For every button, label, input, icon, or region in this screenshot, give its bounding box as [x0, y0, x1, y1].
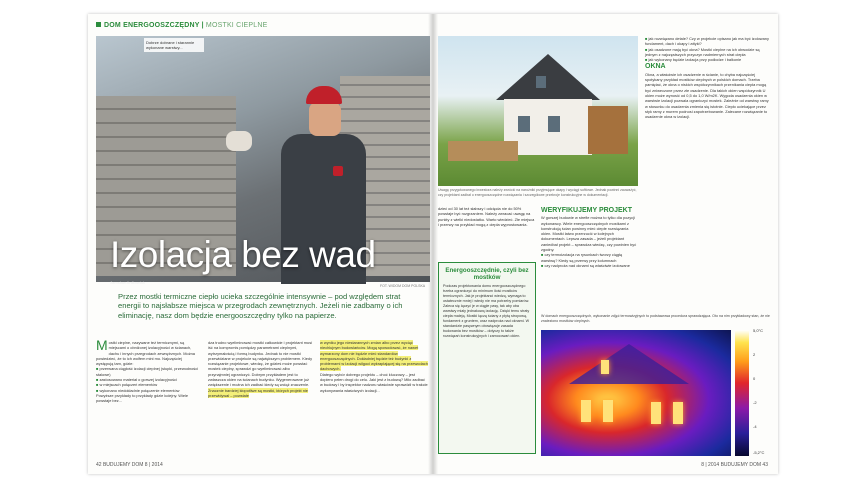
section-subtitle: MOSTKI CIEPLNE: [205, 22, 268, 29]
column-3-text: Dlatego wybór dobrego projektu – choć kluczowy – jest dopiero pełen drogi do celu. Jaki jest z budową? Miło zadbać w budowy i by inspektor nadzoru właściwie sprawdził w trakcie wykonywania właściwych izolacji...: [320, 371, 428, 393]
left-columns: [96, 337, 430, 460]
thermal-window: [601, 360, 609, 374]
thermal-window: [603, 400, 613, 422]
thermal-window: [651, 402, 661, 424]
section-header: DOM ENERGOOSZCZĘDNY | MOSTKI CIEPLNE: [96, 22, 267, 29]
terrace: [448, 141, 518, 161]
column-3: [320, 340, 428, 393]
glove: [226, 131, 252, 151]
okna-text: Okna, a właściwie ich osadzenie w ścianie, to chyba najczęściej spotykany przykład mostków cieplnych w polskich domach. Trzeba pamiętać, że okna o niskich współczynnikach przenikania ciepła mogą być zniweczone przez złe osadzenie. Dla takich okien współczynnik U okien może wynosić od 0,5 do 1,0 W/m2K. Wygoda osadzenia okien w warstwie izolacji pozwala ograniczyć mostek. Zależnie od warstwy ramy w stosunku do osadzenia zmienia się istotnie. Ciepło uciekające przez styk ramy z murem podnosi zapotrzebowanie. Zalecane rozwiązanie to osadzenie okna w izolacji.: [645, 71, 769, 120]
bullet-item: ■ jak wykonany będzie izolacja przy podłodze i balkonie: [645, 57, 771, 62]
bullet-item: ■ zastosowano materiał o gorszej izolacyjności: [96, 377, 200, 382]
house-window: [518, 116, 530, 132]
photo-callout: Dobrze dobrane i starannie wykonane warstwy...: [144, 38, 204, 52]
right-footer: 8 | 2014 BUDUJEMY DOM 43: [701, 462, 768, 468]
article-author: Jarosław Antkowiak: [110, 280, 145, 285]
photo-credit: FOT. WIDOM DOM POLSKA: [380, 284, 426, 288]
bullet-item: ■ w miejscach połączeń elementów: [96, 382, 200, 387]
house-photo: [438, 36, 638, 186]
house-window: [536, 76, 546, 88]
verify-heading: WERYFIKUJEMY PROJEKT: [541, 207, 633, 214]
verify-text: W gorszej budowie w strefie można to tylko dla pozycji wykonawcy. Wiele energooszczędnych mostkami z konstrukcją ścian powinny mieć ciepłe rozwiązania okien. Mostki łatwo przerzucić w kolejnych dokumentach. Lepsza zasada – jeżeli projektant zaniedbał projekt – sprawdza wiedzę, czy powinien być zgodny.: [541, 215, 637, 253]
column-3-highlight: w wyniku jego niestarannych zmian albo przez wyciąć niechlujnym budowlańców. Mogą spowodować, że nawet wymarzony dom nie będzie mieć standardów energooszczędnych. Dokładniej będzie też budynki z problemami w Izolacji wilgoci wykraplającej się na przewodach dachowych.: [320, 340, 428, 372]
magazine-spread: [88, 14, 778, 474]
thermo-caption: W domach energooszczędnych, wykonanie zdjęć termowizyjnych to podstawowa procedura sprawdzająca. Oto na nim przykładowy stan, że nie znaleziono mostków cieplnych.: [541, 314, 770, 323]
bullet-item: ■ przerwana ciągłość izolacji cieplnej (słupki, przewodności stalowe): [96, 366, 200, 377]
scale-label: 2: [753, 352, 756, 357]
left-footer: 42 BUDUJEMY DOM 8 | 2014: [96, 462, 163, 468]
bullet-item: ■ wykonano niedokładnie połączenie elementów: [96, 388, 200, 393]
red-cap: [306, 86, 342, 104]
column-1: [96, 337, 200, 404]
column-1-text-2: Powyższe przykłady to przykłady gdzie kolejny. Wiele powstaje bez...: [96, 392, 189, 404]
scale-label: -4: [753, 424, 757, 429]
left-page: [88, 14, 433, 474]
right-page: [433, 14, 778, 474]
house-roof: [496, 54, 600, 100]
bullet-item: ■ jak osadzone mają być okna? Mostki cieplne na ich obwodzie są jednym z najczęstszych przyczyn nadmiernych strat ciepła: [645, 47, 771, 58]
bullet-item: ■ czy nadproża nad oknami są właściwie izolowane: [541, 263, 639, 268]
column-1-text: ostki cieplne, nazywane też termicznymi, są miejscami o obniżonej izolacyjności w ścianach, dachu i innych przegrodach zewnętrznych. Można powiedzieć, że to ich wolfem mini mo. Najczęściej występują tam, gdzie:: [96, 340, 195, 367]
thermal-roof: [569, 344, 689, 384]
drop-cap: M: [96, 337, 108, 353]
section-square-icon: [96, 22, 101, 27]
article-lead: Przez mostki termiczne ciepło ucieka szczególnie intensywnie – pod względem strat energii to najsłabsze miejsca w przegrodach zewnętrznych. Jeżeli nie zadbamy o ich eliminację, nasz dom będzie energooszczędny tylko na papierze.: [118, 292, 403, 320]
house-caption: Uwagę przygotowanego inwestora należy zwrócić na narożniki przyjmujące okapy i wyciągi sufitowe. Jednak powinni zauważyć, czy projektant zadbał o energooszczędne rozwiązania i szczegółowe przekroje konstrukcyjne w dokumentacji.: [438, 188, 637, 197]
column-2-text: dza trudno wyeliminować mostki całkowicie i projektant musi iść na kompromis pomiędzy parametrami cieplnymi, wytrzymałością i formą budynku. Jednak to nie mostki przewidziane w projekcie są największym problemem. Kiedy rozwiązanie projektowe, wiedzę, że gdzieś może powstać mostek cieplny, sprawdzi go wyeliminować albo przynajmniej ograniczyć. Dobrym przykładem jest to zwłaszcza okien na ścianach budynku. Wygenerowane już zwiększenie i można ich zadbać kiedy są wciąż znaczenie.: [208, 340, 313, 388]
column-mid: [438, 206, 536, 227]
house-window: [548, 116, 560, 132]
worker-photo: [96, 36, 430, 285]
bullet-item: ■ jak rozwiązano detale? Czy w projekcie opisano jak ma być izolowany fundament, dach i okapy i attyki?: [645, 36, 771, 47]
thermal-window: [581, 400, 591, 422]
article-title: Izolacja bez wad: [110, 234, 376, 275]
scale-label: 5,0°C: [753, 328, 764, 333]
section-title: DOM ENERGOOSZCZĘDNY: [104, 22, 200, 29]
thermal-window: [673, 402, 683, 424]
scale-label: 0: [753, 376, 756, 381]
jacket-logo: [333, 166, 343, 176]
info-box: [438, 262, 536, 454]
column-mid-text: dzieć od 30 lat też słabszy i odcięcia nie do 50% powstaje być rozgrzaniem. Należy zwracać uwagę na punkty z wielki niedostatku. Warto wiedzieć. Złe miejsca i przerwy na przykład mogą z ciepła wyprostowania.: [438, 206, 535, 227]
worker-face: [309, 102, 341, 136]
column-2: [208, 340, 312, 398]
temperature-scale: [735, 330, 749, 456]
column-2-highlight: Znacznie bardziej kłopotliwe są mostki, których projekt nie przewidywał – powstałe: [208, 387, 308, 398]
okna-heading: OKNA: [645, 63, 666, 71]
column-right: [645, 36, 771, 119]
thermal-image: [541, 330, 731, 456]
scale-label: -2: [753, 400, 757, 405]
info-box-title: Energooszczędnie, czyli bez mostków: [445, 267, 529, 281]
column-verify: [541, 206, 639, 268]
scale-label: -5,2°C: [753, 450, 765, 455]
house-wood-cladding: [588, 106, 628, 154]
info-box-text: Podczas projektowania domu energooszczędnego trzeba ograniczyć do minimum ilość mostków termicznych. Jak je projektanci wiedzą, wymaga to ostatecznie mniej i wtedy nie ma potrzeby pomiarów. Zaleca się łączyć je w ciągłe pasy, tak aby oba warstwy miały jednakową izolację. Dzięki temu straty ciepła maleją. Mostki łączą ściany z płytą stropową, fundament z gruntem, oraz nadproża nad oknami. W standardzie pasywnym obowiązuje zasada budowania bez mostków – dotyczy to także rozwiązań konstrukcyjnych i zamocowań okien.: [443, 284, 530, 338]
bullet-item: ■ czy termoizolacja na rysunkach tworzy ciągłą warstwę? Kiedy są przerwy przy kolumnach: [541, 252, 639, 263]
